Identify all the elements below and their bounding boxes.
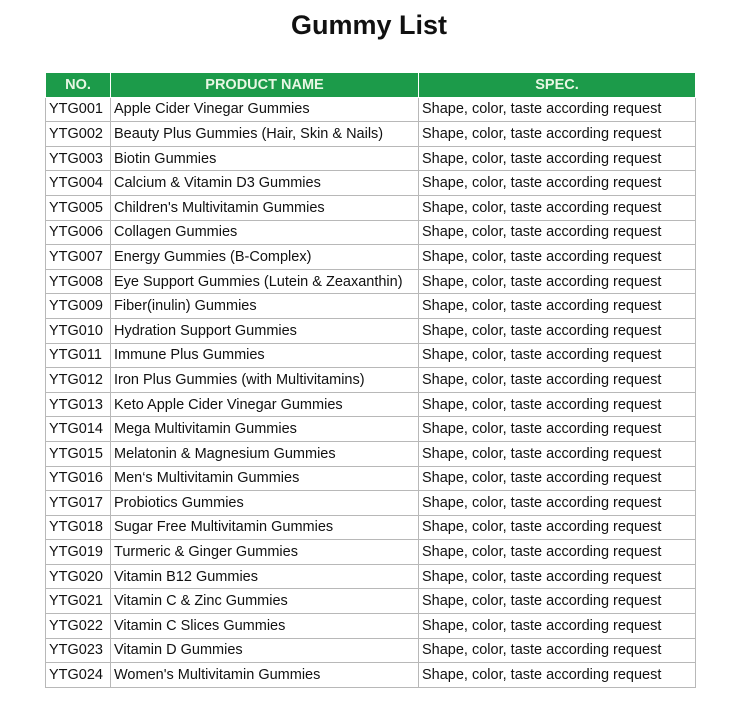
cell-spec: Shape, color, taste according request [419, 540, 696, 565]
cell-no: YTG021 [46, 589, 111, 614]
cell-spec: Shape, color, taste according request [419, 171, 696, 196]
table-row [46, 171, 696, 196]
cell-product-name: Iron Plus Gummies (with Multivitamins) [111, 368, 419, 393]
cell-product-name: Sugar Free Multivitamin Gummies [111, 515, 419, 540]
cell-no: YTG006 [46, 220, 111, 245]
cell-no: YTG017 [46, 491, 111, 516]
gummy-table [45, 72, 696, 688]
table-row [46, 663, 696, 688]
cell-no: YTG019 [46, 540, 111, 565]
cell-product-name: Vitamin B12 Gummies [111, 564, 419, 589]
cell-no: YTG013 [46, 392, 111, 417]
table-row [46, 491, 696, 516]
cell-no: YTG018 [46, 515, 111, 540]
cell-no: YTG024 [46, 663, 111, 688]
cell-no: YTG005 [46, 195, 111, 220]
table-row [46, 564, 696, 589]
cell-spec: Shape, color, taste according request [419, 564, 696, 589]
cell-no: YTG011 [46, 343, 111, 368]
cell-product-name: Women's Multivitamin Gummies [111, 663, 419, 688]
table-row [46, 441, 696, 466]
cell-spec: Shape, color, taste according request [419, 343, 696, 368]
cell-spec: Shape, color, taste according request [419, 392, 696, 417]
cell-spec: Shape, color, taste according request [419, 318, 696, 343]
cell-spec: Shape, color, taste according request [419, 294, 696, 319]
cell-product-name: Energy Gummies (B-Complex) [111, 245, 419, 270]
cell-product-name: Keto Apple Cider Vinegar Gummies [111, 392, 419, 417]
cell-product-name: Calcium & Vitamin D3 Gummies [111, 171, 419, 196]
table-row [46, 269, 696, 294]
cell-product-name: Immune Plus Gummies [111, 343, 419, 368]
cell-no: YTG002 [46, 122, 111, 147]
table-row [46, 540, 696, 565]
cell-no: YTG014 [46, 417, 111, 442]
cell-product-name: Beauty Plus Gummies (Hair, Skin & Nails) [111, 122, 419, 147]
header-row [46, 73, 696, 98]
cell-spec: Shape, color, taste according request [419, 441, 696, 466]
table-row [46, 343, 696, 368]
cell-spec: Shape, color, taste according request [419, 245, 696, 270]
cell-spec: Shape, color, taste according request [419, 146, 696, 171]
cell-product-name: Men‘s Multivitamin Gummies [111, 466, 419, 491]
cell-spec: Shape, color, taste according request [419, 97, 696, 122]
cell-no: YTG001 [46, 97, 111, 122]
table-row [46, 318, 696, 343]
table-row [46, 392, 696, 417]
cell-spec: Shape, color, taste according request [419, 466, 696, 491]
cell-no: YTG020 [46, 564, 111, 589]
cell-no: YTG004 [46, 171, 111, 196]
cell-product-name: Hydration Support Gummies [111, 318, 419, 343]
cell-no: YTG007 [46, 245, 111, 270]
header-spec: SPEC. [419, 73, 696, 98]
cell-spec: Shape, color, taste according request [419, 417, 696, 442]
cell-no: YTG016 [46, 466, 111, 491]
cell-product-name: Probiotics Gummies [111, 491, 419, 516]
cell-spec: Shape, color, taste according request [419, 638, 696, 663]
cell-product-name: Vitamin C Slices Gummies [111, 614, 419, 639]
cell-product-name: Eye Support Gummies (Lutein & Zeaxanthin) [111, 269, 419, 294]
table-row [46, 245, 696, 270]
table-row [46, 466, 696, 491]
table-row [46, 146, 696, 171]
cell-no: YTG008 [46, 269, 111, 294]
cell-no: YTG009 [46, 294, 111, 319]
cell-product-name: Fiber(inulin) Gummies [111, 294, 419, 319]
table-row [46, 122, 696, 147]
table-row [46, 614, 696, 639]
table-row [46, 97, 696, 122]
cell-no: YTG012 [46, 368, 111, 393]
cell-no: YTG015 [46, 441, 111, 466]
cell-product-name: Vitamin C & Zinc Gummies [111, 589, 419, 614]
table-row [46, 638, 696, 663]
cell-spec: Shape, color, taste according request [419, 491, 696, 516]
cell-spec: Shape, color, taste according request [419, 515, 696, 540]
cell-product-name: Collagen Gummies [111, 220, 419, 245]
cell-spec: Shape, color, taste according request [419, 122, 696, 147]
cell-product-name: Turmeric & Ginger Gummies [111, 540, 419, 565]
cell-product-name: Apple Cider Vinegar Gummies [111, 97, 419, 122]
cell-no: YTG023 [46, 638, 111, 663]
table-row [46, 368, 696, 393]
table-row [46, 589, 696, 614]
cell-spec: Shape, color, taste according request [419, 269, 696, 294]
cell-no: YTG010 [46, 318, 111, 343]
cell-spec: Shape, color, taste according request [419, 195, 696, 220]
cell-spec: Shape, color, taste according request [419, 614, 696, 639]
cell-product-name: Vitamin D Gummies [111, 638, 419, 663]
cell-spec: Shape, color, taste according request [419, 368, 696, 393]
table-row [46, 515, 696, 540]
page-title: Gummy List [290, 10, 448, 40]
cell-product-name: Biotin Gummies [111, 146, 419, 171]
cell-spec: Shape, color, taste according request [419, 220, 696, 245]
header-no: NO. [46, 73, 111, 98]
cell-no: YTG003 [46, 146, 111, 171]
cell-product-name: Mega Multivitamin Gummies [111, 417, 419, 442]
cell-spec: Shape, color, taste according request [419, 663, 696, 688]
header-product-name: PRODUCT NAME [111, 73, 419, 98]
cell-spec: Shape, color, taste according request [419, 589, 696, 614]
cell-no: YTG022 [46, 614, 111, 639]
table-row [46, 220, 696, 245]
cell-product-name: Children's Multivitamin Gummies [111, 195, 419, 220]
table-row [46, 195, 696, 220]
table-row [46, 417, 696, 442]
cell-product-name: Melatonin & Magnesium Gummies [111, 441, 419, 466]
table-row [46, 294, 696, 319]
